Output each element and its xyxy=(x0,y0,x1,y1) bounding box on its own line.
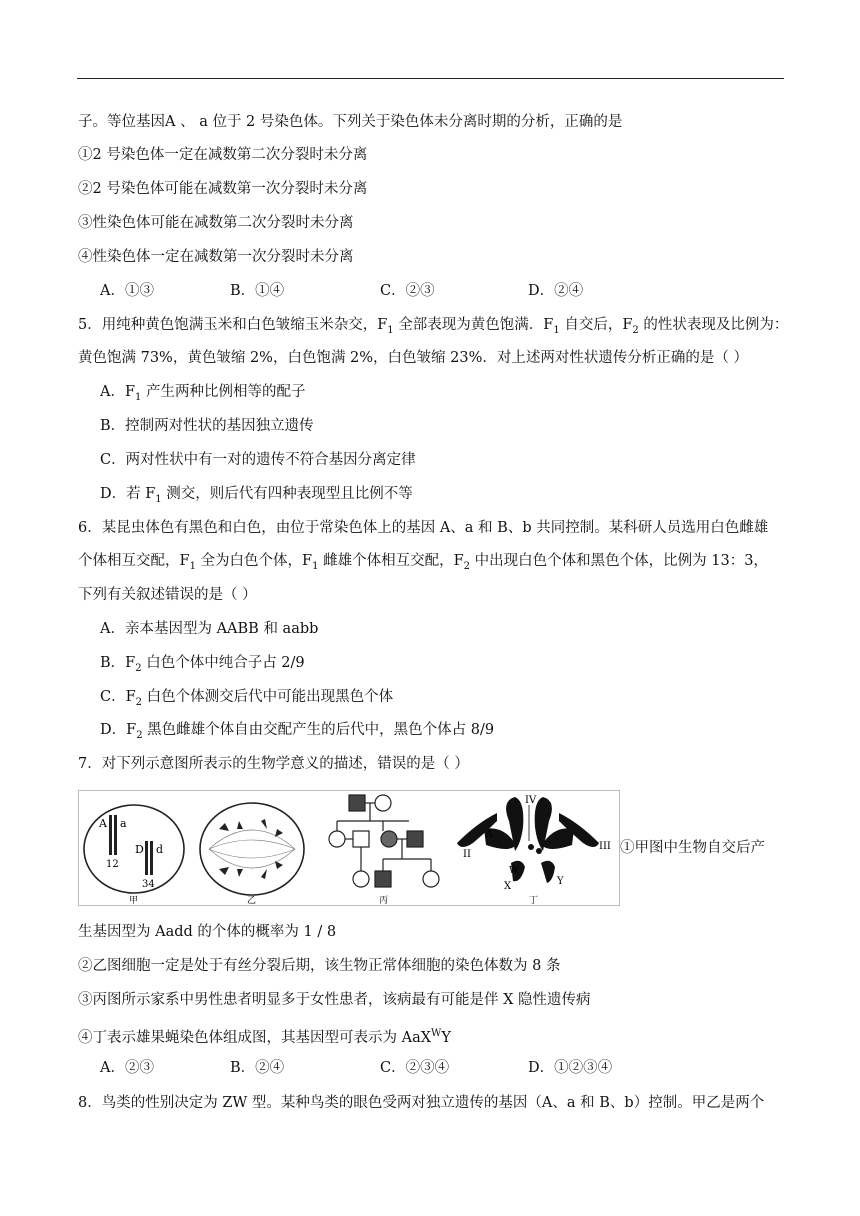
fig-caption-bing: 丙 xyxy=(379,896,389,905)
q6-option-a[interactable]: A．亲本基因型为 AABB 和 aabb xyxy=(100,621,319,637)
fig-label-12: 12 xyxy=(106,859,119,870)
q4-statement-1: ①2 号染色体一定在减数第二次分裂时未分离 xyxy=(78,147,368,163)
q7-statement-1-end: 生基因型为 Aadd 的个体的概率为 1 / 8 xyxy=(78,924,337,940)
q6-stem-line3: 下列有关叙述错误的是（ ） xyxy=(78,587,257,603)
fig-label-II: II xyxy=(463,849,471,860)
figure-bing xyxy=(329,795,439,905)
q6-option-d[interactable]: D．$F_2$ 黑色雌雄个体自由交配产生的后代中，黑色个体占 8/9 xyxy=(100,722,495,741)
q6-stem-line1: 6．某昆虫体色有黑色和白色，由位于常染色体上的基因 A、a 和 B、b 共同控制。某科研人员选用白色雌雄 xyxy=(78,520,769,536)
q5-option-b[interactable]: B．控制两对性状的基因独立遗传 xyxy=(100,418,314,434)
q6-option-b[interactable]: B．$F_2$ 白色个体中纯合子占 2/9 xyxy=(100,655,305,674)
q7-statement-1-start: ①甲图中生物自交后产 xyxy=(620,840,765,856)
fig-label-W: W xyxy=(509,866,519,876)
q5-option-c[interactable]: C．两对性状中有一对的遗传不符合基因分离定律 xyxy=(100,452,416,468)
fig-label-A: A xyxy=(99,817,107,830)
q5-option-d[interactable]: D．若 $F_1$ 测交，则后代有四种表现型且比例不等 xyxy=(100,486,413,505)
q7-option-d[interactable]: D．①②③④ xyxy=(528,1060,613,1076)
fig-label-X: X xyxy=(504,881,512,892)
fig-caption-ding: 丁 xyxy=(529,896,539,905)
fig-caption-yi: 乙 xyxy=(247,896,257,905)
q5-stem-line2: 黄色饱满 73%，黄色皱缩 2%，白色饱满 2%，白色皱缩 23%．对上述两对性状遗传分析正确的是（ ） xyxy=(78,350,749,366)
fig-label-d: d xyxy=(156,843,164,856)
q4-statement-2: ②2 号染色体可能在减数第一次分裂时未分离 xyxy=(78,181,368,197)
fig-label-III: III xyxy=(599,841,611,852)
q8-stem: 8．鸟类的性别决定为 ZW 型。某种鸟类的眼色受两对独立遗传的基因（A、a 和 B、b）控制。甲乙是两个 xyxy=(78,1095,765,1111)
q6-option-c[interactable]: C．$F_2$ 白色个体测交后代中可能出现黑色个体 xyxy=(100,689,394,708)
q4-statement-4: ④性染色体一定在减数第一次分裂时未分离 xyxy=(78,249,354,265)
q4-option-b[interactable]: B．①④ xyxy=(230,283,285,299)
q5-stem-line1: 5．用纯种黄色饱满玉米和白色皱缩玉米杂交，$F_1$ 全部表现为黄色饱满．$F_1$ 自交后，$F_2$ 的性状表现及比例为： xyxy=(78,317,789,336)
header-rule xyxy=(77,78,784,79)
q7-stem: 7．对下列示意图所表示的生物学意义的描述，错误的是（ ） xyxy=(78,756,469,772)
q4-option-c[interactable]: C．②③ xyxy=(380,283,435,299)
q4-option-a[interactable]: A．①③ xyxy=(100,283,154,299)
q7-statement-3: ③丙图所示家系中男性患者明显多于女性患者，该病最有可能是伴 X 隐性遗传病 xyxy=(78,992,591,1008)
figure-yi xyxy=(200,803,304,905)
fig-label-A-ding: A xyxy=(486,829,494,840)
figure-jia xyxy=(84,805,184,905)
q7-statement-2: ②乙图细胞一定是处于有丝分裂后期，该生物正常体细胞的染色体数为 8 条 xyxy=(78,958,561,974)
fig-label-Y: Y xyxy=(557,876,564,887)
fig-label-34: 34 xyxy=(142,879,155,890)
q7-option-c[interactable]: C．②③④ xyxy=(380,1060,450,1076)
fig-label-IV: IV xyxy=(525,795,537,806)
q6-stem-line2: 个体相互交配，$F_1$ 全为白色个体，$F_1$ 雌雄个体相互交配，$F_2$ 中出现白色个体和黑色个体，比例为 13：3， xyxy=(78,553,768,572)
q4-stem: 子。等位基因A 、 a 位于 2 号染色体。下列关于染色体未分离时期的分析，正确的是 xyxy=(78,114,623,130)
q7-figure-strip xyxy=(78,790,620,906)
q7-option-a[interactable]: A．②③ xyxy=(100,1060,154,1076)
figure-ding xyxy=(457,795,611,905)
fig-caption-jia: 甲 xyxy=(129,896,139,905)
q4-option-d[interactable]: D．②④ xyxy=(528,283,584,299)
q5-option-a[interactable]: A．$F_1$ 产生两种比例相等的配子 xyxy=(100,384,306,403)
q4-statement-3: ③性染色体可能在减数第二次分裂时未分离 xyxy=(78,215,354,231)
fig-label-a: a xyxy=(120,817,127,830)
q7-option-b[interactable]: B．②④ xyxy=(230,1060,285,1076)
q7-statement-4: ④丁表示雄果蝇染色体组成图，其基因型可表示为 AaX$^W$Y xyxy=(78,1028,451,1046)
fig-label-D: D xyxy=(135,843,144,856)
q7-figures-svg xyxy=(79,791,619,905)
